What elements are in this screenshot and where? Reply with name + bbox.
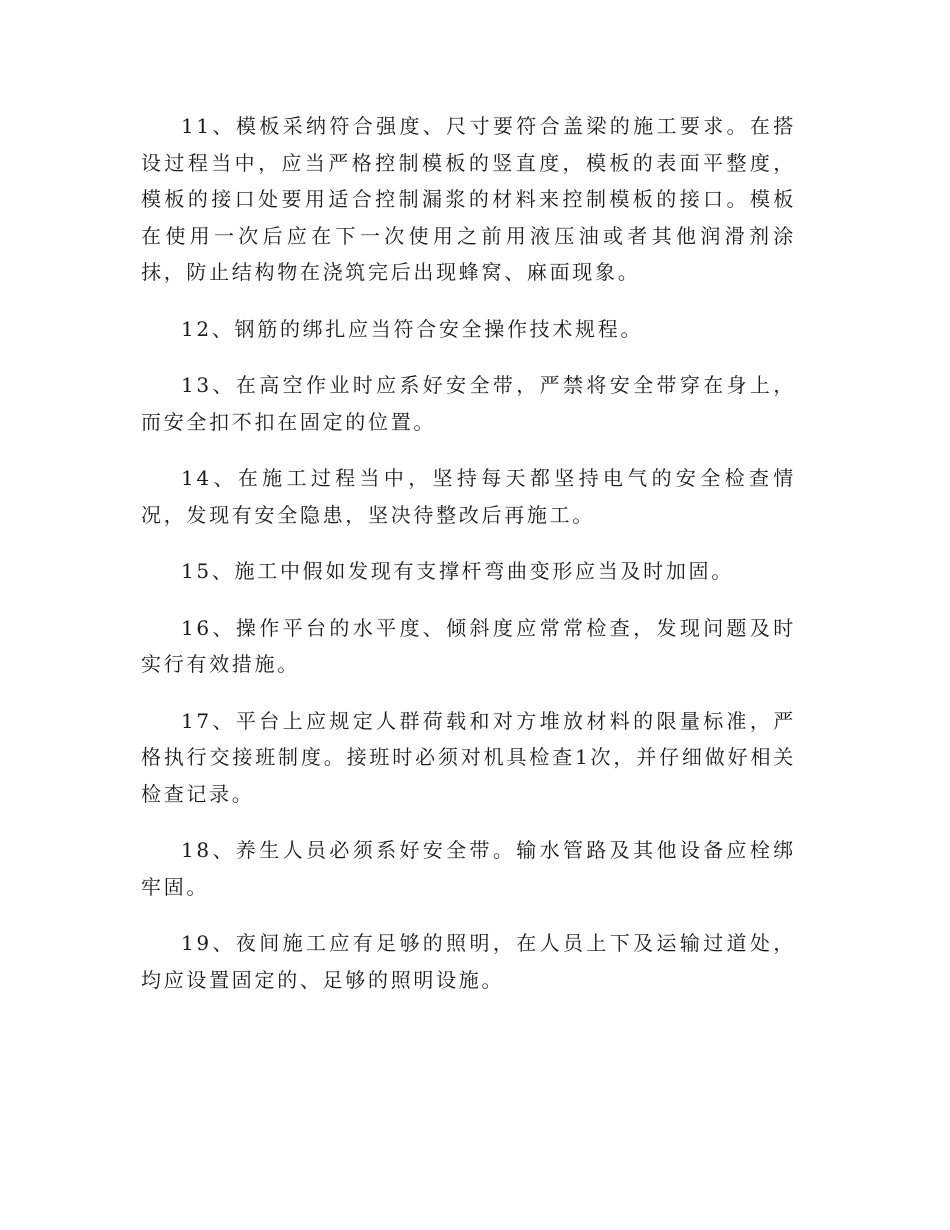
paragraph-14: 14、在施工过程当中，坚持每天都坚持电气的安全检查情况，发现有安全隐患，坚决待整改后再施工。: [141, 466, 796, 527]
paragraph-12: 12、钢筋的绑扎应当符合安全操作技术规程。: [181, 316, 644, 341]
paragraph-19: 19、夜间施工应有足够的照明，在人员上下及运输过道处，均应设置固定的、足够的照明设施。: [141, 931, 796, 992]
paragraph-11: 11、模板采纳符合强度、尺寸要符合盖梁的施工要求。在搭设过程当中，应当严格控制模板的竖直度，模板的表面平整度，模板的接口处要用适合控制漏浆的材料来控制模板的接口。模板在使用一次后应在下一次使用之前用液压油或者其他润滑剂涂抹，防止结构物在浇筑完后出现蜂窝、麻面现象。: [141, 114, 796, 284]
paragraph-15: 15、施工中假如发现有支撑杆弯曲变形应当及时加固。: [181, 559, 734, 583]
paragraph-13: 13、在高空作业时应系好安全带，严禁将安全带穿在身上，而安全扣不扣在固定的位置。: [141, 373, 796, 434]
paragraph-18: 18、养生人员必须系好安全带。输水管路及其他设备应栓绑牢固。: [141, 838, 796, 899]
document-body: [141, 108, 796, 1018]
paragraph-17: 17、平台上应规定人群荷载和对方堆放材料的限量标准，严格执行交接班制度。接班时必须对机具检查1次，并仔细做好相关检查记录。: [141, 708, 796, 806]
paragraph-16: 16、操作平台的水平度、倾斜度应常常检查，发现问题及时实行有效措施。: [141, 615, 796, 676]
